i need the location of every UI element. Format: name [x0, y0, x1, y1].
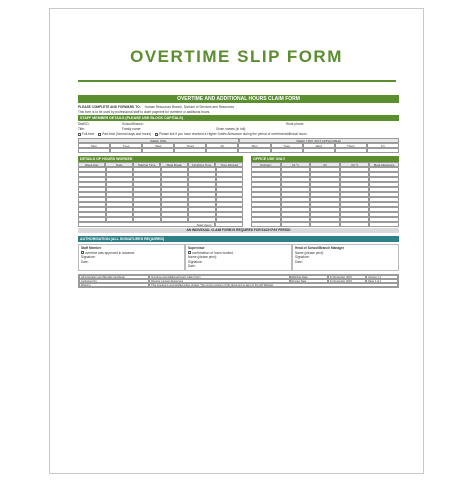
details-col-header: Starting Time [133, 162, 160, 167]
intro-text: This form is to be used by professional staff to claim payment for overtime or additional hours. [78, 110, 211, 114]
supervisor-heading: Supervisor [188, 246, 205, 250]
checkbox-icon [81, 251, 84, 254]
day-cell: Fri [367, 143, 399, 148]
allowance-checkbox[interactable] [155, 132, 307, 137]
form-header: OVERTIME AND ADDITIONAL HOURS CLAIM FORM [78, 95, 399, 103]
authorisation-section [78, 244, 399, 271]
part-time-label: Part-time [102, 132, 116, 136]
day-cell: Mon [238, 143, 270, 148]
details-col-header: Meal Break [160, 162, 187, 167]
footer-cell: Director, Human Resources [149, 279, 289, 283]
entry-cell[interactable] [303, 148, 335, 153]
staff-id-field[interactable]: Staff ID: [78, 122, 90, 126]
office-rows [251, 167, 399, 227]
details-col-header: Finishing Time [188, 162, 215, 167]
head-signature-field[interactable]: Signature: [295, 255, 310, 260]
footer-cell: 21 December 2018 [328, 279, 366, 283]
document-footer [78, 274, 399, 288]
footer-cell: Overtime and Additional Hours Claim Form [149, 275, 289, 279]
details-col-header: Time Worked [215, 162, 243, 167]
supervisor-signature-field[interactable]: Signature: [188, 259, 203, 264]
day-cell: Fri [206, 143, 238, 148]
entry-cell[interactable] [340, 222, 370, 227]
entry-cell[interactable] [174, 148, 206, 153]
head-block [292, 244, 399, 271]
allowance-label: Please tick if you have received a Higher Duties Allowance during the period of overtime/additional hours [159, 132, 307, 136]
footer-cell: 21 December 2016 [328, 275, 366, 279]
head-heading: Head of School/Branch Manager [295, 246, 345, 250]
day-cell: Tues [271, 143, 303, 148]
checkbox-icon [98, 133, 101, 136]
staff-approval-label: overtime was approved in advance. [85, 250, 136, 255]
entry-cell[interactable] [238, 148, 270, 153]
office-col-header: Meal Allowance [369, 162, 399, 167]
supervisor-confirm-label: confirmation of hours worked. [192, 250, 234, 255]
day-cell: Mon [78, 143, 110, 148]
family-name-field[interactable]: Family name: [122, 127, 142, 131]
supervisor-name-field[interactable]: Name (please print): [188, 255, 217, 260]
details-col-header: Date [105, 162, 132, 167]
entry-cell[interactable] [251, 222, 281, 227]
day-cell: Thurs [335, 143, 367, 148]
office-col-header: Ordinary [251, 162, 281, 167]
total-hours-row [78, 222, 243, 227]
head-name-field[interactable]: Name (please print): [295, 250, 324, 255]
staff-signature-field[interactable]: Signature: [81, 255, 96, 260]
title-divider [78, 80, 396, 82]
staff-member-heading: Staff Member [81, 246, 102, 250]
entry-cell[interactable] [142, 148, 174, 153]
part-time-checkbox[interactable] [98, 132, 151, 137]
page-title: OVERTIME SLIP FORM [130, 47, 343, 66]
details-table [78, 156, 243, 227]
part-time-note: (Normal days and hours) [116, 132, 152, 136]
entry-cell[interactable] [369, 222, 399, 227]
footer-cell: Warning [79, 283, 149, 287]
office-bar: OFFICE USE ONLY [251, 156, 399, 162]
hours-grids [78, 156, 399, 227]
day-cell: Tues [110, 143, 142, 148]
claim-form [78, 95, 399, 288]
footer-cell: This process is uncontrolled when printed. The current version of this document is kept on the HR Website. [149, 283, 398, 287]
checkbox-icon [188, 251, 191, 254]
title-field[interactable]: Title: [78, 127, 85, 131]
entry-cell[interactable] [206, 148, 238, 153]
forward-value: Human Resources Branch, Division of Services and Resources [144, 105, 234, 109]
office-col-header: X1 ½ [281, 162, 311, 167]
footer-cell: Effective Date [290, 275, 328, 279]
entry-cell[interactable] [281, 222, 311, 227]
week-two-header: WEEK TWO (NOT APPLICABLE) [239, 138, 400, 143]
day-cell: Wed [303, 143, 335, 148]
authorisation-bar: AUTHORISATION (ALL SIGNATURES REQUIRED) [78, 236, 399, 242]
entry-cell[interactable] [310, 222, 340, 227]
checkbox-icon [78, 133, 81, 136]
forward-label: PLEASE COMPLETE AND FORWARD TO: [78, 105, 141, 109]
staff-date-field[interactable]: Date: [81, 259, 89, 264]
office-col-header: X2 [310, 162, 340, 167]
footer-cell: Review Date [290, 279, 328, 283]
footer-cell: Authorised by [79, 279, 149, 283]
details-col-header: Week Day [78, 162, 105, 167]
entry-cell[interactable] [367, 148, 399, 153]
staff-details-bar: STAFF MEMBER DETAILS (PLEASE USE BLOCK CAPITALS) [78, 115, 399, 121]
details-bar: DETAILS OF HOURS WORKED [78, 156, 243, 162]
entry-cell[interactable] [110, 148, 142, 153]
supervisor-date-field[interactable]: Date: [188, 264, 196, 269]
checkbox-icon [155, 133, 158, 136]
school-field[interactable]: School/Branch: [122, 122, 144, 126]
week-one-header: WEEK ONE [78, 138, 239, 143]
given-names-field[interactable]: Given names (in full): [216, 127, 247, 131]
work-phone-field[interactable]: Work phone: [286, 122, 305, 126]
full-time-label: Full-time [82, 132, 95, 136]
day-cell: Wed [142, 143, 174, 148]
individual-claim-note: AN INDIVIDUAL CLAIM FORM IS REQUIRED FOR EACH PAY PERIOD [78, 228, 399, 233]
head-date-field[interactable]: Date: [295, 259, 303, 264]
full-time-checkbox[interactable] [78, 132, 94, 137]
office-table [251, 156, 399, 227]
weekday-entry-row [78, 148, 399, 153]
total-hours-label: Total Hours: [78, 222, 215, 227]
table-row [251, 222, 399, 227]
office-col-header: X2 ½ [340, 162, 370, 167]
footer-row [79, 283, 398, 287]
footer-cell: Page 1 of 1 [366, 279, 398, 283]
day-cell: Thurs [174, 143, 206, 148]
staff-row-3 [78, 132, 399, 137]
footer-cell: Administration and Benefits handbook [79, 275, 149, 279]
details-rows [78, 167, 243, 222]
entry-cell[interactable] [335, 148, 367, 153]
footer-cell: Version 1.1 [366, 275, 398, 279]
entry-cell[interactable] [78, 148, 110, 153]
entry-cell[interactable] [271, 148, 303, 153]
total-hours-value[interactable] [215, 222, 243, 227]
staff-member-block [78, 244, 185, 271]
supervisor-block [185, 244, 292, 271]
